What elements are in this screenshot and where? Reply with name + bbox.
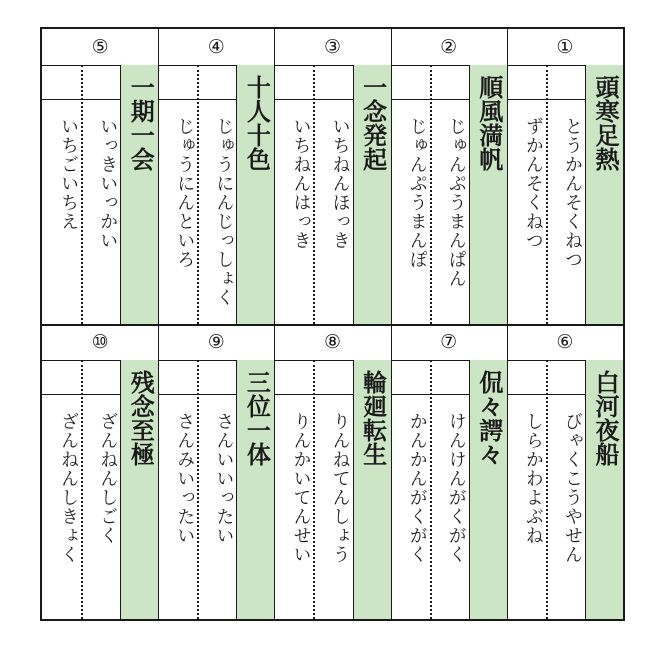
reading-option[interactable] — [546, 360, 585, 619]
question-number: ⑥ — [507, 324, 623, 361]
quiz-cell — [158, 324, 274, 619]
reading-option[interactable] — [158, 65, 197, 324]
reading-text: ずかんそくねつ — [522, 117, 544, 250]
reading-option[interactable] — [313, 360, 352, 619]
yojijukugo-word — [353, 360, 391, 619]
reading-option[interactable] — [430, 65, 469, 324]
reading-text: さんみいったい — [174, 412, 196, 545]
cell-border — [274, 29, 275, 324]
reading-text: いちねんほっき — [329, 117, 351, 250]
reading-option[interactable] — [313, 65, 352, 324]
quiz-cell — [274, 29, 390, 324]
reading-text: しらかわよぶね — [522, 412, 544, 545]
yojijukugo-word — [120, 65, 158, 324]
row-border — [42, 324, 623, 326]
yojijukugo-word — [120, 360, 158, 619]
reading-text: いっきいっかい — [97, 117, 119, 250]
reading-option[interactable] — [42, 65, 81, 324]
quiz-cell — [42, 324, 158, 619]
reading-text: かんかんがくがく — [406, 412, 428, 564]
quiz-cell — [391, 324, 507, 619]
word-text: 残念至極 — [126, 370, 155, 466]
reading-text: ざんねんしごく — [97, 412, 119, 545]
dotted-divider — [546, 65, 548, 324]
yojijukugo-word — [469, 65, 507, 324]
reading-text: さんいいったい — [213, 412, 235, 545]
reading-text: りんかいてんせい — [290, 412, 312, 564]
dotted-divider — [197, 65, 199, 324]
cell-border — [507, 29, 508, 324]
reading-text: ざんねんしきょく — [58, 412, 80, 564]
reading-option[interactable] — [81, 360, 120, 619]
reading-text: りんねてんしょう — [329, 412, 351, 564]
word-text: 一期一会 — [126, 75, 155, 171]
word-text: 三位一体 — [242, 370, 271, 466]
reading-text: とうかんそくねつ — [561, 117, 583, 269]
quiz-cell — [274, 324, 390, 619]
cell-border — [507, 324, 508, 619]
quiz-cell — [158, 29, 274, 324]
question-number: ① — [507, 29, 623, 66]
yojijukugo-word — [353, 65, 391, 324]
word-text: 輪廻転生 — [358, 370, 387, 466]
question-number: ⑩ — [42, 324, 158, 361]
reading-text: びゃくこうやせん — [561, 412, 583, 564]
quiz-cell — [507, 29, 623, 324]
word-text: 侃々諤々 — [474, 370, 503, 466]
quiz-grid — [40, 27, 625, 621]
reading-text: けんけんがくがく — [445, 412, 467, 564]
quiz-cell — [391, 29, 507, 324]
cell-border — [158, 324, 159, 619]
reading-option[interactable] — [158, 360, 197, 619]
question-number: ④ — [158, 29, 274, 66]
quiz-cell — [507, 324, 623, 619]
reading-option[interactable] — [507, 65, 546, 324]
dotted-divider — [313, 65, 315, 324]
reading-option[interactable] — [197, 360, 236, 619]
reading-text: じゅうにんといろ — [174, 117, 196, 269]
question-number: ⑦ — [391, 324, 507, 361]
reading-option[interactable] — [197, 65, 236, 324]
cell-border — [391, 29, 392, 324]
reading-option[interactable] — [42, 360, 81, 619]
reading-text: じゅんぷうまんぱん — [445, 117, 467, 288]
yojijukugo-word — [236, 360, 274, 619]
quiz-cell — [42, 29, 158, 324]
reading-option[interactable] — [391, 360, 430, 619]
cell-border — [274, 324, 275, 619]
word-text: 頭寒足熱 — [590, 75, 619, 171]
yojijukugo-word — [585, 360, 623, 619]
dotted-divider — [81, 65, 83, 324]
reading-option[interactable] — [507, 360, 546, 619]
reading-option[interactable] — [391, 65, 430, 324]
reading-text: いちごいちえ — [58, 117, 80, 231]
reading-option[interactable] — [81, 65, 120, 324]
dotted-divider — [430, 65, 432, 324]
dotted-divider — [81, 360, 83, 619]
yojijukugo-word — [469, 360, 507, 619]
reading-option[interactable] — [274, 65, 313, 324]
word-text: 順風満帆 — [474, 75, 503, 171]
word-text: 十人十色 — [242, 75, 271, 171]
reading-text: じゅうにんじっしょく — [213, 117, 235, 307]
reading-text: じゅんぷうまんぽ — [406, 117, 428, 269]
question-number: ⑤ — [42, 29, 158, 66]
yojijukugo-word — [585, 65, 623, 324]
dotted-divider — [546, 360, 548, 619]
question-number: ③ — [274, 29, 390, 66]
question-number: ② — [391, 29, 507, 66]
reading-text: いちねんはっき — [290, 117, 312, 250]
reading-option[interactable] — [274, 360, 313, 619]
question-number: ⑧ — [274, 324, 390, 361]
word-text: 白河夜船 — [590, 370, 619, 466]
dotted-divider — [313, 360, 315, 619]
dotted-divider — [197, 360, 199, 619]
question-number: ⑨ — [158, 324, 274, 361]
reading-option[interactable] — [546, 65, 585, 324]
yojijukugo-word — [236, 65, 274, 324]
cell-border — [391, 324, 392, 619]
word-text: 一念発起 — [358, 75, 387, 171]
reading-option[interactable] — [430, 360, 469, 619]
cell-border — [158, 29, 159, 324]
dotted-divider — [430, 360, 432, 619]
